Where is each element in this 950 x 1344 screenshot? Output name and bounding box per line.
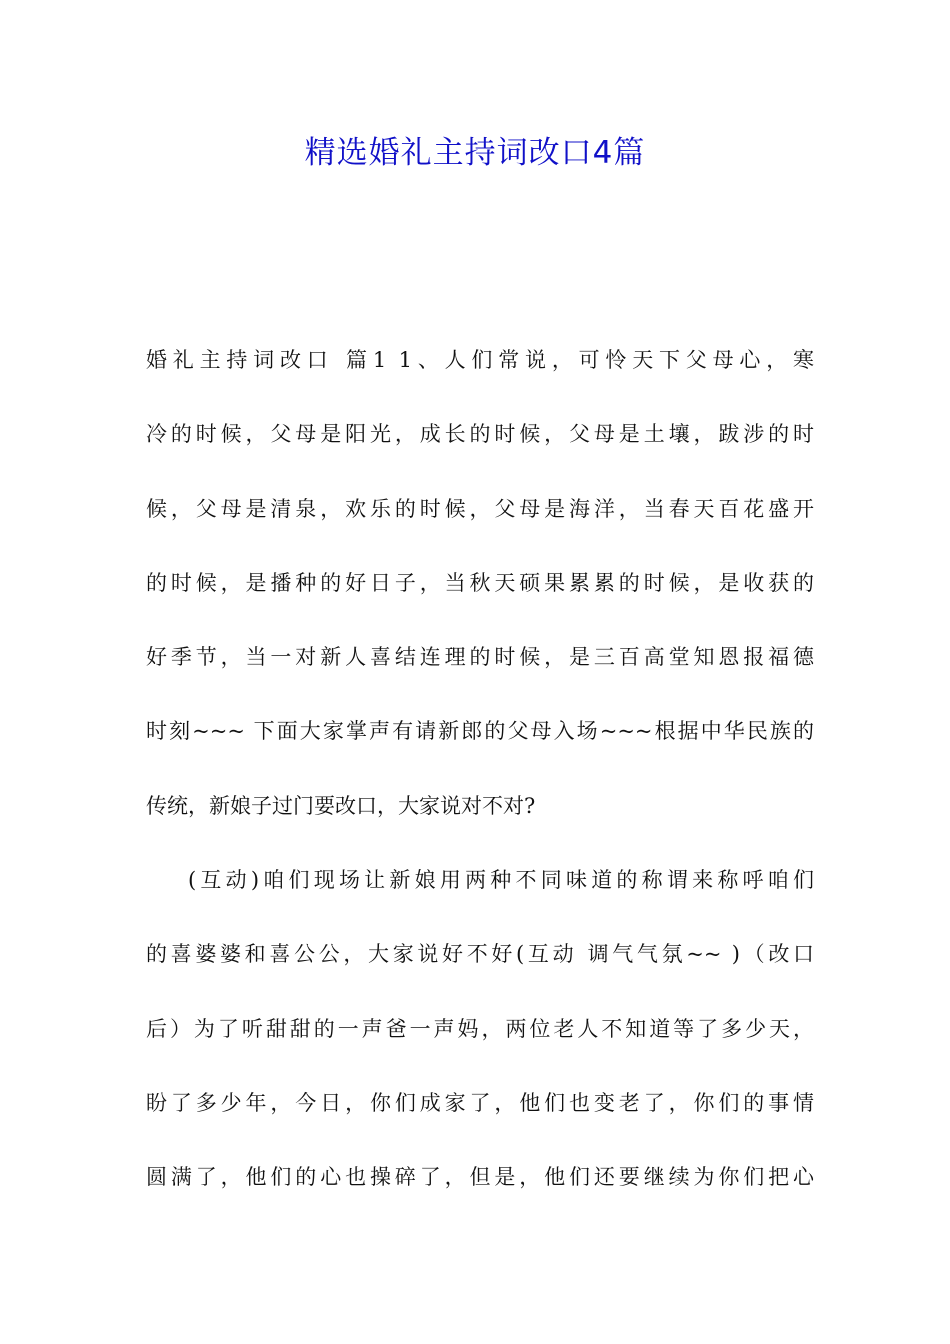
- text-line: 盼了多少年，今日，你们成家了，他们也变老了，你们的事情: [146, 1090, 814, 1115]
- document-body: [146, 332, 814, 1224]
- text-line: 婚礼主持词改口 篇1 1、人们常说，可怜天下父母心，寒: [146, 348, 814, 372]
- text-line: 候，父母是清泉，欢乐的时候，父母是海洋，当春天百花盛开: [146, 496, 814, 521]
- text-line: (互动)咱们现场让新娘用两种不同味道的称谓来称呼咱们: [188, 868, 814, 893]
- document-title: 精选婚礼主持词改口4篇: [304, 135, 646, 171]
- text-line: 传统，新娘子过门要改口，大家说对不对?: [146, 793, 536, 818]
- text-line: 的喜婆婆和喜公公，大家说好不好(互动 调气气氛~~ )（改口: [146, 942, 814, 967]
- text-line: 冷的时候，父母是阳光，成长的时候，父母是土壤，跋涉的时: [146, 422, 814, 447]
- text-line: 圆满了，他们的心也操碎了，但是，他们还要继续为你们把心: [146, 1165, 814, 1190]
- text-line: 的时候，是播种的好日子，当秋天硕果累累的时候，是收获的: [146, 570, 814, 595]
- text-line: 时刻~~~ 下面大家掌声有请新郎的父母入场~~~根据中华民族的: [146, 719, 814, 744]
- text-line: 好季节，当一对新人喜结连理的时候，是三百高堂知恩报福德: [146, 645, 814, 670]
- text-line: 后）为了听甜甜的一声爸一声妈，两位老人不知道等了多少天，: [146, 1016, 814, 1041]
